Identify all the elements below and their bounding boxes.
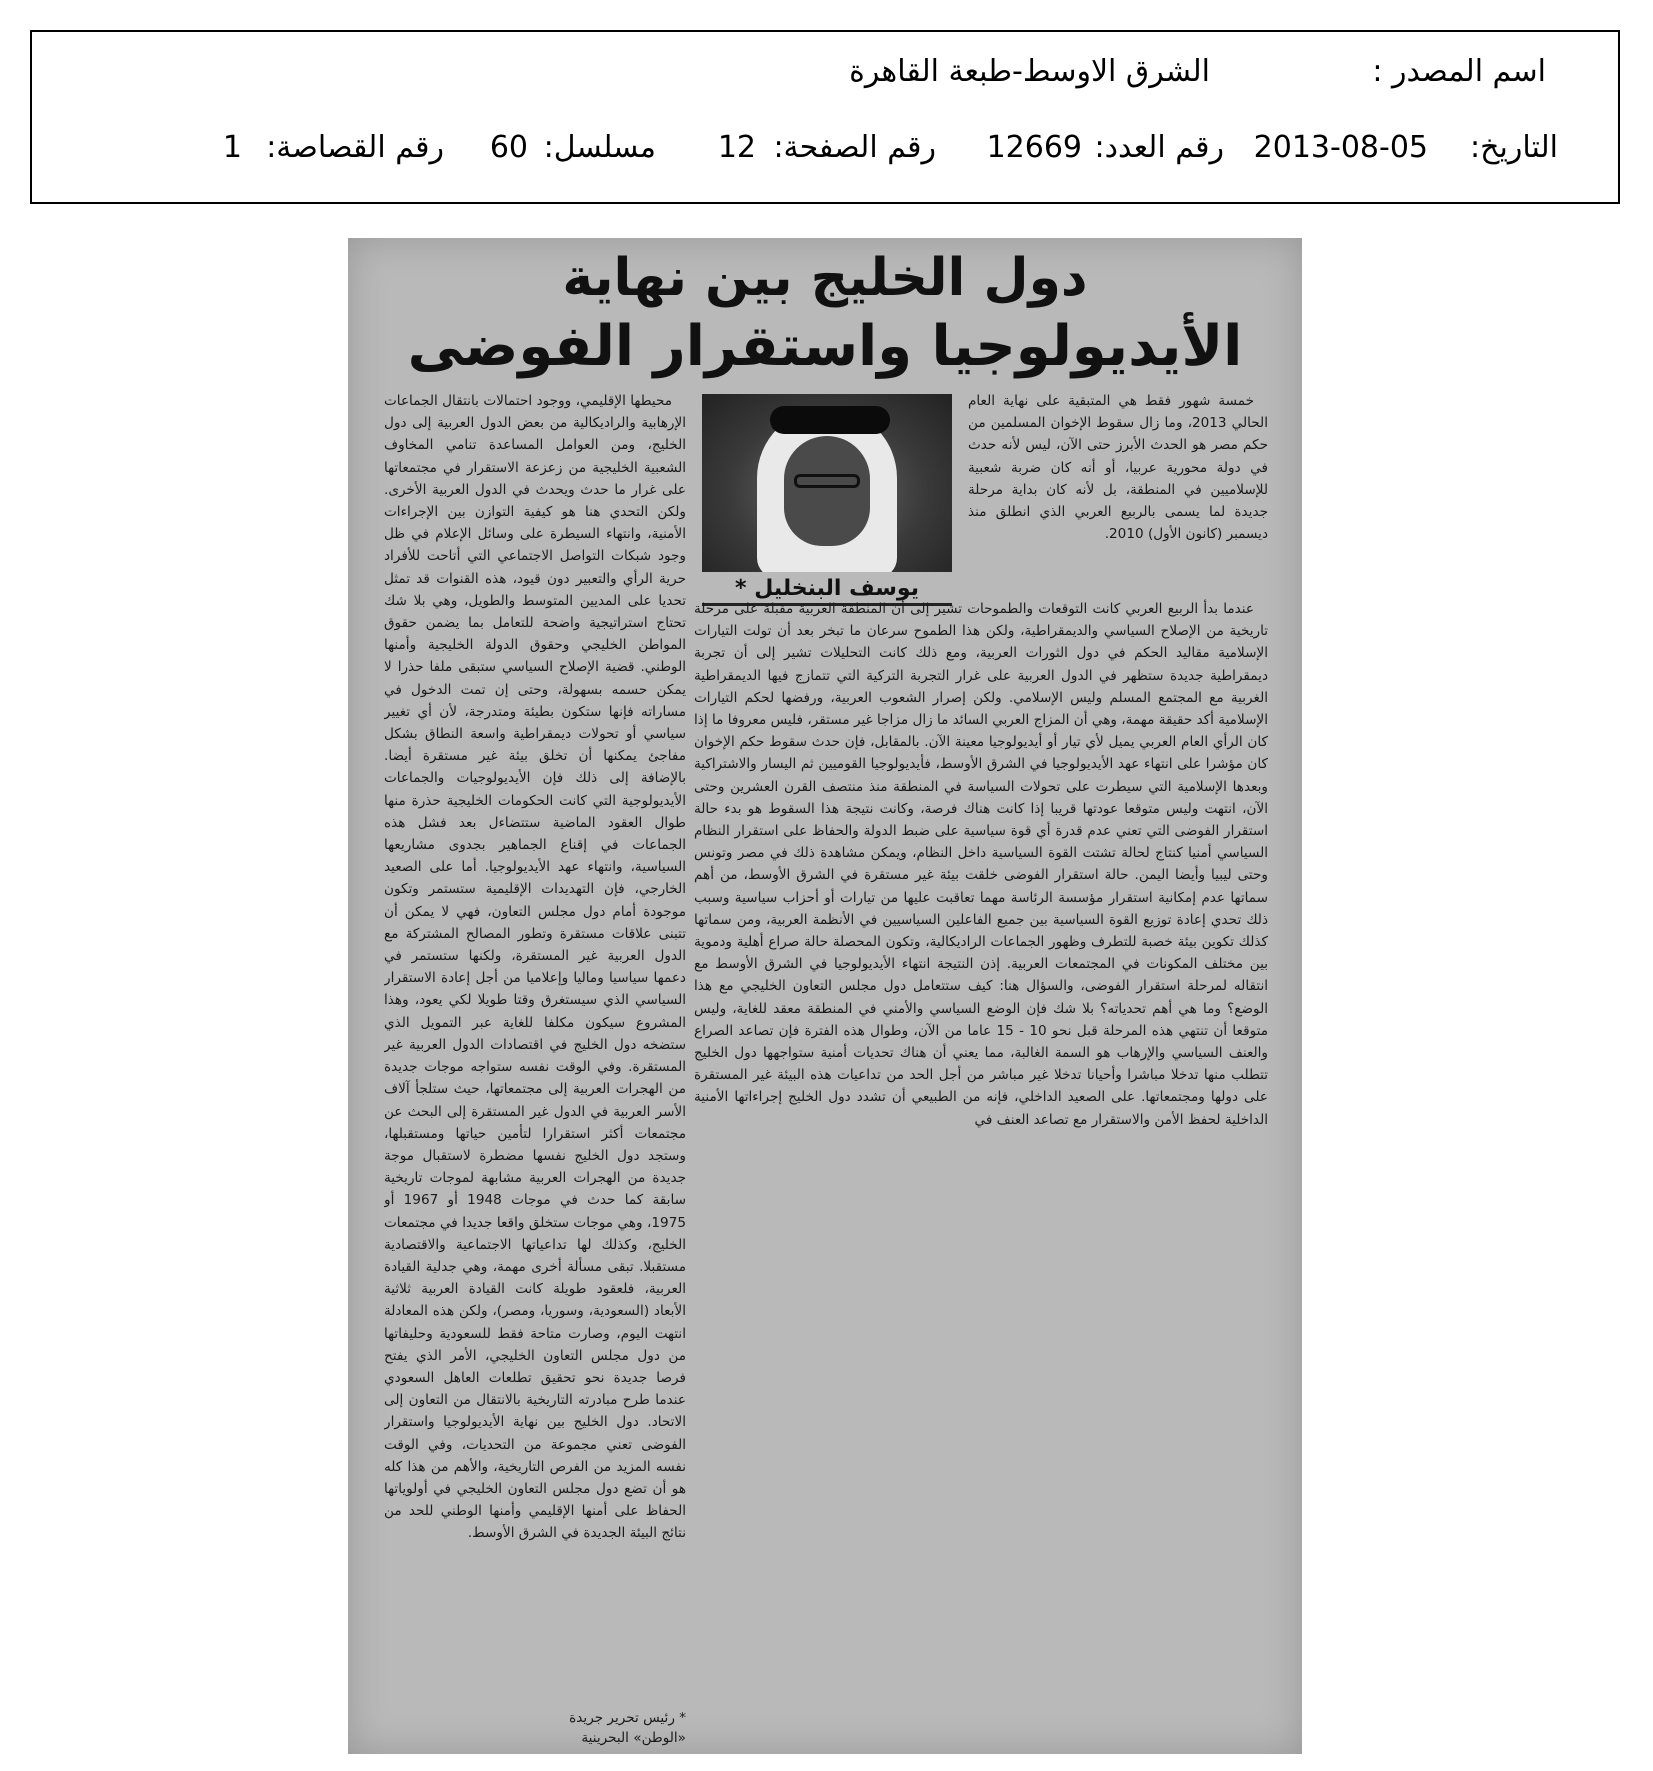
date-value: 2013-08-05 [1253, 130, 1428, 165]
footnote-line1: * رئيس تحرير جريدة [569, 1710, 686, 1726]
date-label: التاريخ: [1470, 130, 1558, 165]
author-byline: يوسف البنخليل * [702, 576, 952, 606]
article-headline-line2: الأيديولوجيا واستقرار الفوضى [407, 314, 1243, 379]
page-value: 12 [717, 130, 756, 165]
author-photo [702, 394, 952, 572]
page-label: رقم الصفحة: [773, 130, 936, 165]
article-headline-line1: دول الخليج بين نهاية [562, 248, 1088, 308]
newspaper-clipping [348, 238, 1302, 1754]
footnote-line2: «الوطن» البحرينية [581, 1730, 686, 1746]
source-label: اسم المصدر : [1372, 54, 1546, 89]
article-paragraph-body-left: محيطها الإقليمي، ووجود احتمالات بانتقال الجماعات الإرهابية والراديكالية من بعض الدول العربية إلى دول الخليج، ومن العوامل المساعدة تنامي المخاوف الشعبية الخليجية من زعزعة الاستقرار في مجتمعاتها على غرار ما حدث ويحدث في الدول العربية الأخرى. ولكن التحدي هنا هو كيفية التوازن بين الإجراءات الأمنية، وانتهاء السيطرة على وسائل الإعلام في ظل وجود شبكات التواصل الاجتماعي التي أتاحت للأفراد حرية الرأي والتعبير دون قيود، هذه القنوات قد تمثل تحديا على المديين المتوسط والطويل، وهي بلا شك تحتاج استراتيجية واضحة للتعامل بما يضمن حقوق المواطن الخليجي وحقوق الدولة الخليجية وأمنها الوطني. قضية الإصلاح السياسي ستبقى ملفا حذرا لا يمكن حسمه بسهولة، وحتى إن تمت الدخول في مساراته فإنها ستكون بطيئة ومتدرجة، لأن أي تغيير سياسي أو تحولات ديمقراطية واسعة النطاق بشكل مفاجئ يمكنها أن تخلق بيئة غير مستقرة أيضا. بالإضافة إلى ذلك فإن الأيديولوجيات والجماعات الأيديولوجية التي كانت الحكومات الخليجية حذرة منها طوال العقود الماضية ستتضاءل بعد فشل هذه الجماعات في إقناع الجماهير بجدوى مشاريعها السياسية، وانتهاء عهد الأيديولوجيا. أما على الصعيد الخارجي، فإن التهديدات الإقليمية ستستمر وتكون موجودة أمام دول مجلس التعاون، فهي لا يمكن أن تتبنى علاقات مستقرة وتطور المصالح المشتركة مع الدول العربية غير المستقرة، ولكنها ستستمر في دعمها سياسيا وماليا وإعلاميا من أجل إعادة الاستقرار السياسي الذي سيستغرق وقتا طويلا لكي يعود، وهذا المشروع سيكون مكلفا للغاية عبر التمويل الذي ستضخه دول الخليج في اقتصادات الدول العربية غير المستقرة. وفي الوقت نفسه ستواجه موجات جديدة من الهجرات العربية إلى مجتمعاتها، حيث ستلجأ آلاف الأسر العربية في الدول غير المستقرة إلى البحث عن مجتمعات أكثر استقرارا لتأمين حياتها ومستقبلها، وستجد دول الخليج نفسها مضطرة لاستقبال موجة جديدة من الهجرات العربية مشابهة لموجات تاريخية سابقة كما حدث في موجات 1948 أو 1967 أو 1975، وهي موجات ستخلق واقعا جديدا في مجتمعات الخليج، وكذلك لها تداعياتها الاجتماعية والاقتصادية مستقبلا. تبقى مسألة أخرى مهمة، وهي جدلية القيادة العربية، فلعقود طويلة كانت القيادة العربية ثلاثية الأبعاد (السعودية، وسوريا، ومصر)، ولكن هذه المعادلة انتهت اليوم، وصارت متاحة فقط للسعودية وحليفاتها من دول مجلس التعاون الخليجي، الأمر الذي يفتح فرصا جديدة نحو تحقيق تطلعات العاهل السعودي عندما طرح مبادرته التاريخية بالانتقال من التعاون إلى الاتحاد. دول الخليج بين نهاية الأيديولوجيا واستقرار الفوضى تعني مجموعة من التحديات، وفي الوقت نفسه المزيد من الفرص التاريخية، والأهم من هذا كله هو أن تضع دول مجلس التعاون الخليجي في أولوياتها الحفاظ على أمنها الإقليمي وأمنها الوطني للحد من نتائج البيئة الجديدة في الشرق الأوسط. [384, 393, 686, 1542]
serial-label: مسلسل: [543, 130, 656, 165]
article-column-left [384, 390, 686, 1702]
serial-value: 60 [489, 130, 528, 165]
article-paragraph-intro: خمسة شهور فقط هي المتبقية على نهاية العام الحالي 2013، وما زال سقوط الإخوان المسلمين من حكم مصر هو الحدث الأبرز حتى الآن، ليس لأنه حدث في دولة محورية عربيا، أو أنه كان ضربة شعبية للإسلاميين في المنطقة، بل لأنه كان بداية مرحلة جديدة لما يسمى بالربيع العربي الذي انطلق منذ ديسمبر (كانون الأول) 2010. [968, 393, 1268, 543]
clip-label: رقم القصاصة: [266, 130, 444, 165]
clip-value: 1 [222, 130, 242, 165]
author-footnote [384, 1708, 686, 1748]
article-paragraph-body-right: عندما بدأ الربيع العربي كانت التوقعات والطموحات تشير إلى أن المنطقة العربية مقبلة على مرحلة تاريخية من الإصلاح السياسي والديمقراطية، ولكن هذا الطموح سرعان ما تبخر بعد أن تولت التيارات الإسلامية مقاليد الحكم في دول الثورات العربية، ومع ذلك كانت التحليلات تشير إلى أن تجربة ديمقراطية جديدة ستظهر في الدول العربية على غرار التجربة التركية التي تتمازج فيها الديمقراطية الغربية مع المجتمع المسلم وليس الإسلامي. ولكن إصرار الشعوب العربية، ورفضها لحكم التيارات الإسلامية أكد حقيقة مهمة، وهي أن المزاج العربي السائد ما زال مزاجا غير مستقر، فليس معروفا ما إذا كان الرأي العام العربي يميل لأي تيار أو أيديولوجيا معينة الآن. بالمقابل، فإن حدث سقوط حكم الإخوان كان مؤشرا على انتهاء عهد الأيديولوجيا في الشرق الأوسط، فأيديولوجيا القوميين ثم اليسار والاشتراكية وبعدها الإسلامية التي سيطرت على تحولات السياسة في المنطقة منذ منتصف القرن العشرين وحتى الآن، انتهت وليس متوقعا عودتها قريبا إذا كانت هناك فرصة، وكانت نتيجة هذا السقوط هو بدء حالة استقرار الفوضى التي تعني عدم قدرة أي قوة سياسية على ضبط الدولة والحفاظ على استقرار النظام السياسي أمنيا كنتاج لحالة تشتت القوة السياسية داخل النظام، ويمكن مشاهدة ذلك في مصر وتونس وحتى ليبيا وأيضا اليمن. حالة استقرار الفوضى خلقت بيئة غير مستقرة في الشرق الأوسط، من أهم سماتها عدم إمكانية استقرار مؤسسة الرئاسة مهما تعاقبت عليها من تيارات أو أحزاب سياسية وسبب ذلك تحدي إعادة توزيع القوة السياسية بين جميع الفاعلين السياسيين في الأنظمة العربية، ومن سماتها كذلك تكوين بيئة خصبة للتطرف وظهور الجماعات الراديكالية، وتكون المحصلة حالة صراع أهلية ودموية بين مختلف المكونات في المجتمعات العربية. إذن النتيجة انتهاء الأيديولوجيا في الشرق الأوسط مع انتقاله لمرحلة استقرار الفوضى، والسؤال هنا: كيف ستتعامل دول مجلس التعاون الخليجي مع هذا الوضع؟ وما هي أهم تحدياته؟ بلا شك فإن الوضع السياسي والأمني في المنطقة معقد للغاية، وليس متوقعا أن تنتهي هذه المرحلة قبل نحو 10 - 15 عاما من الآن، وطوال هذه الفترة فإن تصاعد الصراع والعنف السياسي والإرهاب هو السمة الغالبة، مما يعني أن هناك تحديات أمنية ستواجهها دول الخليج تتطلب منها تدخلا مباشرا وأحيانا تدخلا غير مباشر من أجل الحد من تداعيات هذه البيئة غير المستقرة على دولها ومجتمعاتها. على الصعيد الداخلي، فإنه من الطبيعي أن تشدد دول الخليج إجراءاتها الأمنية الداخلية لحفظ الأمن والاستقرار مع تصاعد العنف في [694, 601, 1268, 1128]
issue-value: 12669 [986, 130, 1082, 165]
article-column-right [694, 598, 1268, 1742]
issue-label: رقم العدد: [1094, 130, 1224, 165]
redaction-bar [770, 406, 890, 434]
article-column-right-intro [968, 390, 1268, 590]
source-value: الشرق الاوسط-طبعة القاهرة [849, 54, 1210, 89]
source-info-box [30, 30, 1620, 204]
